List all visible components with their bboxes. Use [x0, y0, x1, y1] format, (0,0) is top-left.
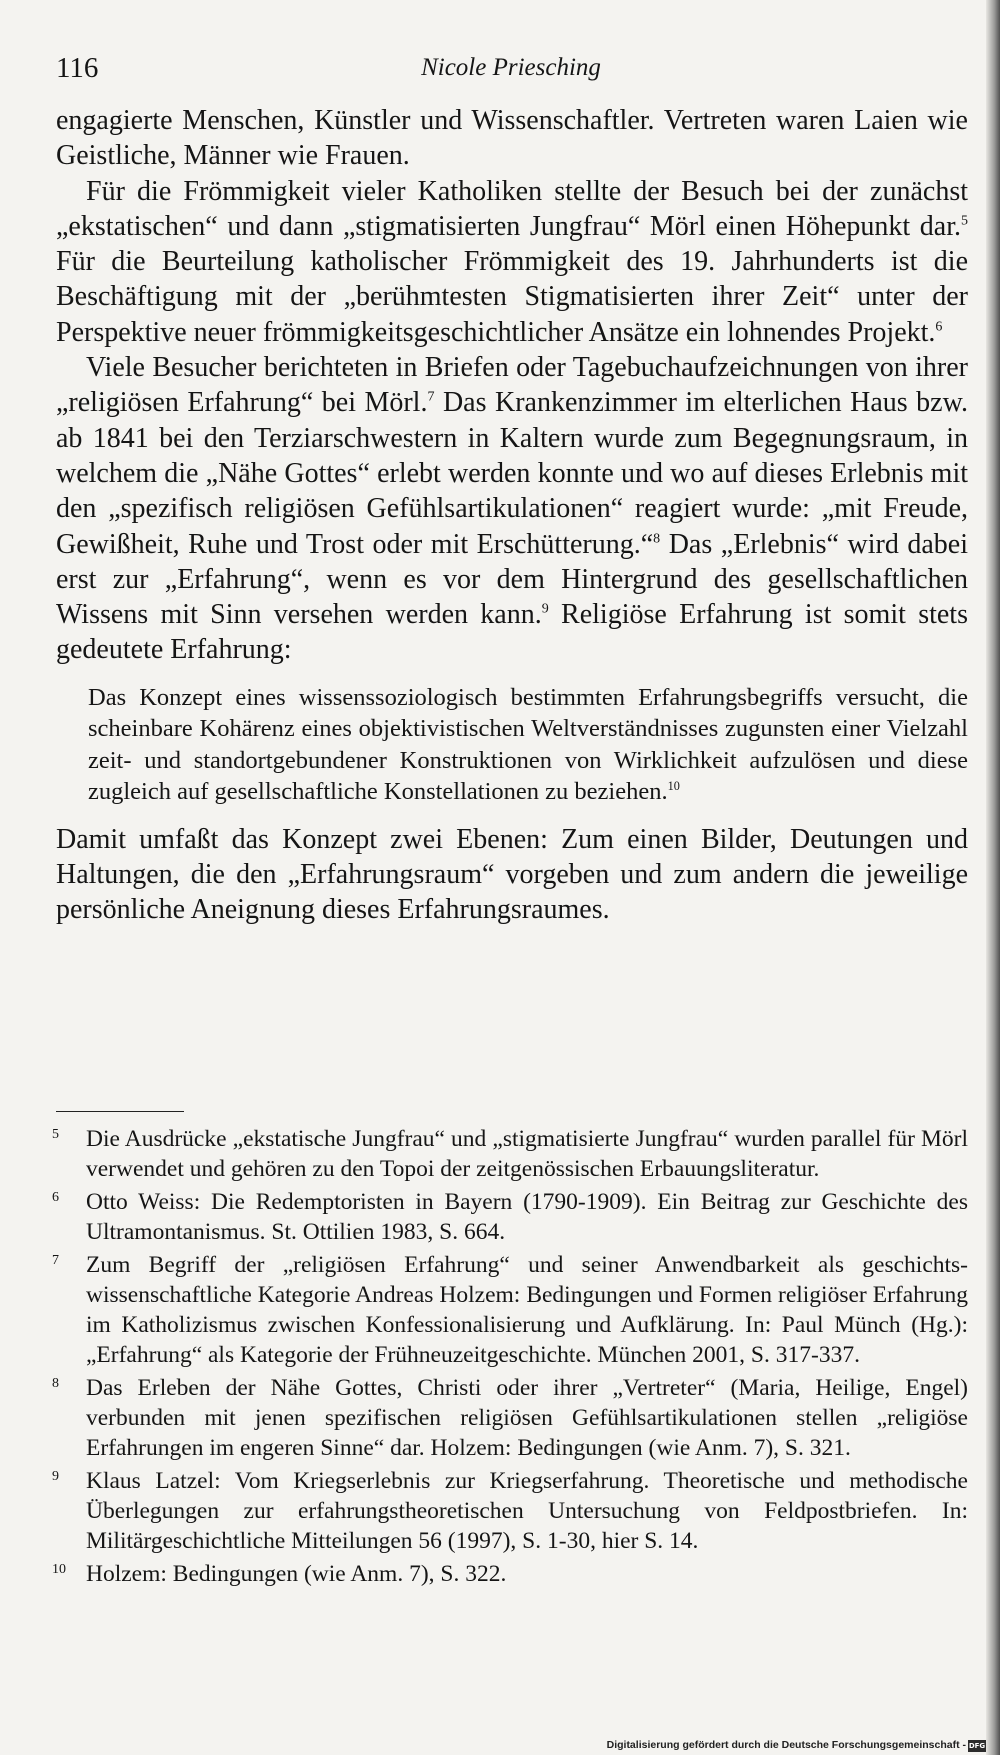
paragraph-3-text-c: Das „Erlebnis“ wird dabei erst zur „Erfahrung“, wenn es vor dem Hintergrund des gesellschaftlichen Wissens mit Sinn versehen werden kann. — [56, 528, 968, 631]
running-head: Nicole Priesching — [421, 54, 601, 81]
main-text — [56, 103, 968, 928]
paragraph-3-text-d: Religiöse Erfahrung ist somit stets gedeutete Erfahrung: — [56, 599, 968, 666]
dfg-logo-icon: DFG — [968, 1742, 986, 1750]
page-header — [56, 52, 966, 92]
footnote-text: Zum Begriff der „religiösen Erfahrung“ und seiner Anwendbarkeit als geschichtswissenschaftliche Kategorie Andreas Holzem: Bedingungen und Formen religiöser Erfahrung im Katholizismus zwischen Konfessionalisierung und Aufklärung. In: Paul Münch (Hg.): „Erfahrung“ als Kategorie der Frühneuzeitgeschichte. München 2001, S. 317-337. — [86, 1252, 968, 1368]
paragraph-2-text-b: Für die Beurteilung katholischer Frömmigkeit des 19. Jahrhunderts ist die Beschäftigung mit der „berühmtesten Stigmatisierten ihrer Zeit“ unter der Perspektive neuer frömmigkeitsgeschichtlicher Ansätze ein lohnendes Projekt. — [56, 246, 968, 348]
footnote-5 — [52, 1124, 968, 1184]
footnote-8 — [52, 1373, 968, 1463]
footnote-6 — [52, 1187, 968, 1247]
footnote-ref-5: 5 — [961, 213, 968, 229]
paragraph-3 — [56, 350, 968, 668]
footnote-separator — [56, 1111, 184, 1112]
footnote-7 — [52, 1250, 968, 1370]
page-edge-shadow — [986, 0, 1000, 1755]
footnote-text: Otto Weiss: Die Redemptoristen in Bayern (1790-1909). Ein Beitrag zur Geschichte des Ultramontanismus. St. Ottilien 1983, S. 664. — [86, 1189, 968, 1245]
digitization-credit: Digitalisierung gefördert durch die Deutsche Forschungsgemeinschaft - — [606, 1739, 966, 1751]
footnote-number: 5 — [52, 1127, 59, 1142]
paragraph-4: Damit umfaßt das Konzept zwei Ebenen: Zum einen Bilder, Deutungen und Haltungen, die den „Erfahrungsraum“ vorgeben und zum andern die jeweilige persönliche Aneignung dieses Erfahrungsraumes. — [56, 823, 968, 926]
footnote-9 — [52, 1466, 968, 1556]
footnote-ref-9: 9 — [541, 601, 549, 617]
footnote-text: Klaus Latzel: Vom Kriegserlebnis zur Kriegserfahrung. Theoretische und methodische Überlegungen zur erfahrungstheoretischen Untersuchung von Feldpostbriefen. In: Militärgeschichtliche Mitteilungen 56 (1997), S. 1-30, hier S. 14. — [86, 1468, 968, 1554]
paragraph-3-text-a: Viele Besucher berichteten in Briefen oder Tagebuchaufzeichnungen von ihrer „religiösen Erfahrung“ bei Mörl. — [56, 352, 968, 419]
footnote-number: 8 — [52, 1376, 59, 1391]
footnote-10 — [52, 1559, 968, 1589]
paragraph-1: engagierte Menschen, Künstler und Wissenschaftler. Vertreten waren Laien wie Geistliche, Männer wie Frauen. — [56, 105, 968, 172]
footnotes — [52, 1124, 968, 1592]
footnote-text: Das Erleben der Nähe Gottes, Christi oder ihrer „Vertreter“ (Maria, Heilige, Engel) verbunden mit jenen spezifischen religiösen Gefühlsartikulationen stellen „religiöse Erfahrungen im engeren Sinne“ dar. Holzem: Bedingungen (wie Anm. 7), S. 321. — [86, 1375, 968, 1461]
footnote-number: 9 — [52, 1469, 59, 1484]
paragraph-2 — [56, 174, 968, 350]
block-quote-text: Das Konzept eines wissenssoziologisch bestimmten Erfahrungsbegriffs versucht, die scheinbare Kohärenz eines objektivistischen Weltverständnisses zugunsten einer Vielzahl zeit- und standortgebundener Konstruktionen von Wirklichkeit aufzulösen und diese zugleich auf gesellschaftliche Konstellationen zu beziehen. — [88, 683, 968, 806]
footnote-ref-10: 10 — [667, 779, 680, 794]
page-number: 116 — [56, 52, 99, 84]
footnote-number: 7 — [52, 1253, 59, 1268]
footnote-text: Holzem: Bedingungen (wie Anm. 7), S. 322. — [86, 1561, 507, 1587]
footnote-ref-8: 8 — [653, 531, 661, 547]
footnote-number: 6 — [52, 1190, 59, 1205]
paragraph-2-text-a: Für die Frömmigkeit vieler Katholiken stellte der Besuch bei der zunächst „ekstatischen“ und dann „stigmatisierten Jungfrau“ Mörl einen Höhepunkt dar. — [56, 175, 968, 242]
paragraph-3-text-b: Das Krankenzimmer im elterlichen Haus bzw. ab 1841 bei den Terziarschwestern in Kaltern wurde zum Begegnungsraum, in welchem die „Nähe Gottes“ erlebt werden konnte und wo auf dieses Erlebnis mit den „spezifisch religiösen Gefühlsartikulationen“ reagiert wurde: „mit Freude, Gewißheit, Ruhe und Trost oder mit Erschütterung.“ — [56, 387, 968, 560]
block-quote — [88, 682, 968, 808]
footnote-text: Die Ausdrücke „ekstatische Jungfrau“ und „stigmatisierte Jungfrau“ wurden parallel für Mörl verwendet und gehören zu den Topoi der zeitgenössischen Erbauungsliteratur. — [86, 1126, 968, 1182]
footnote-ref-6: 6 — [935, 319, 943, 335]
footnote-number: 10 — [52, 1562, 66, 1577]
footnote-ref-7: 7 — [427, 389, 435, 405]
